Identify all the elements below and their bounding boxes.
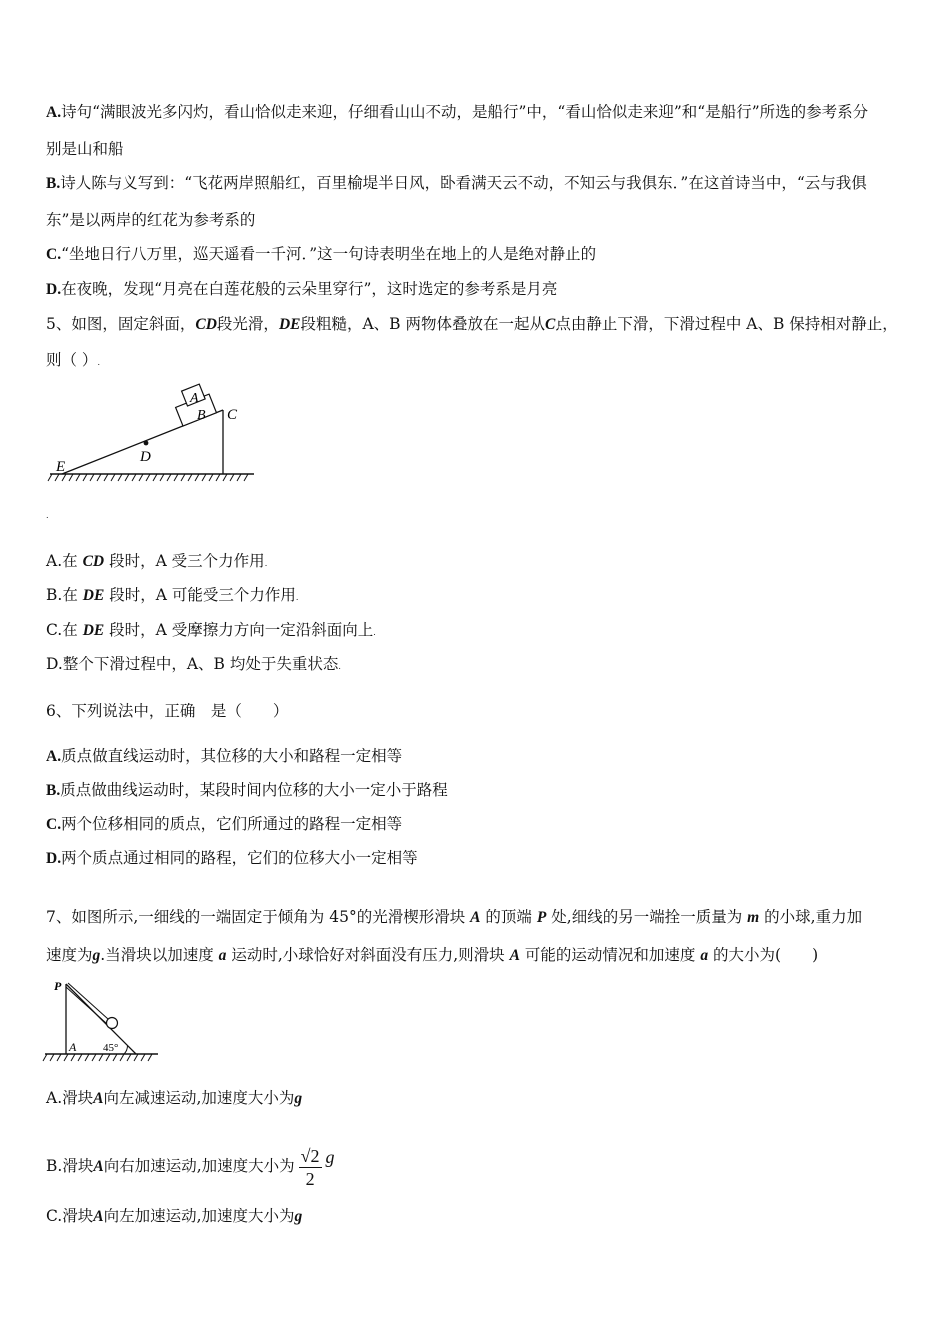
option-text: 滑块 [62, 1207, 94, 1225]
q7-stem-part: 运动时,小球恰好对斜面没有压力,则滑块 [231, 946, 505, 964]
q4-option-b-line1 [46, 173, 867, 194]
var-a-block: A [470, 909, 481, 926]
q5-option-b: B.在 DE 段时，A 可能受三个力作用. [46, 586, 299, 604]
q5-stem-part: 段光滑， [216, 315, 279, 333]
option-text: 两个质点通过相同的路程，它们的位移大小一定相等 [61, 849, 418, 867]
var-a: a [218, 947, 227, 964]
q4-option-a-line1 [46, 102, 868, 123]
q7-stem-part: 的大小为( ) [713, 946, 819, 964]
segment-label: DE [278, 316, 301, 333]
option-text: 在夜晚，发现“月亮在白莲花般的云朵里穿行”，这时选定的参考系是月亮 [61, 280, 558, 298]
var-a-block: A [93, 1208, 104, 1225]
option-text: 段时，A 可能受三个力作用 [109, 586, 296, 604]
q6-option-a [46, 746, 402, 767]
q7-stem-line2 [46, 945, 818, 966]
var-m: m [747, 909, 760, 926]
label-e: E [56, 459, 66, 475]
option-text: 诗人陈与义写到：“飞花两岸照船红，百里榆堤半日风，卧看满天云不动，不知云与我俱东．”在这首诗当中，“云与我俱 [60, 174, 867, 192]
option-letter: D. [46, 850, 62, 867]
option-letter: C. [46, 246, 62, 263]
label-d: D [140, 449, 151, 465]
string [66, 987, 106, 1023]
var-g: g [92, 947, 101, 964]
option-letter: A. [46, 748, 62, 765]
q5-stem-part: 5、如图，固定斜面， [46, 315, 196, 333]
point-d-dot [144, 441, 149, 446]
q7-wedge-figure [40, 972, 165, 1064]
option-text: 在 [62, 621, 78, 639]
angle-arc [124, 1046, 128, 1055]
label-p: P [54, 979, 62, 993]
option-letter: B. [46, 782, 61, 799]
option-letter: C. [46, 621, 63, 639]
option-text: 在 [62, 552, 78, 570]
q5-stem-line2: 则（ ）. [46, 351, 100, 369]
option-letter: B. [46, 1157, 63, 1175]
var-g: g [294, 1208, 303, 1225]
option-letter: A. [46, 552, 63, 570]
var-g: g [325, 1147, 335, 1167]
var-p: P [536, 909, 547, 926]
label-a: A [190, 391, 199, 406]
option-letter: A. [46, 1089, 63, 1107]
option-text: 两个位移相同的质点，它们所通过的路程一定相等 [61, 815, 403, 833]
q5-stem-part: 点由静止下滑，下滑过程中 A、B 保持相对静止， [555, 315, 898, 333]
option-letter: D. [46, 655, 63, 673]
fraction-numerator: √2 [300, 1145, 320, 1166]
var-a-block: A [93, 1090, 104, 1107]
option-text: 滑块 [62, 1157, 94, 1175]
point-label: C [545, 316, 556, 333]
var-g: g [294, 1090, 303, 1107]
ground-hatch [48, 474, 248, 481]
q5-option-c: C.在 DE 段时，A 受摩擦力方向一定沿斜面向上. [46, 621, 376, 639]
option-letter: D. [46, 281, 62, 298]
q7-option-b [46, 1132, 335, 1189]
string [68, 983, 108, 1019]
q7-stem-part: 的顶端 [485, 908, 532, 926]
q4-option-d [46, 279, 557, 300]
option-text: 滑块 [62, 1089, 94, 1107]
option-text: 段时，A 受摩擦力方向一定沿斜面向上 [109, 621, 374, 639]
q7-stem-part: 处,细线的另一端拴一质量为 [551, 908, 743, 926]
q4-option-c [46, 244, 596, 265]
label-b: B [197, 408, 206, 423]
option-text: 整个下滑过程中，A、B 均处于失重状态 [62, 655, 339, 673]
var-a-block: A [93, 1158, 104, 1175]
option-text: 向左加速运动,加速度大小为 [103, 1207, 295, 1225]
option-text: 向右加速运动,加速度大小为 [103, 1157, 295, 1175]
q5-option-d: D.整个下滑过程中，A、B 均处于失重状态. [46, 655, 341, 673]
option-text: 在 [62, 586, 78, 604]
option-letter: C. [46, 816, 62, 833]
label-c: C [227, 407, 238, 423]
q7-stem-part: 可能的运动情况和加速度 [524, 946, 696, 964]
q4-option-a-line2: 别是山和船 [46, 140, 124, 158]
q6-option-b [46, 780, 448, 801]
q5-stem-part: 段粗糙，A、B 两物体叠放在一起从 [300, 315, 545, 333]
var-a-block: A [509, 947, 520, 964]
option-letter: C. [46, 1207, 63, 1225]
segment-label: DE [82, 622, 105, 639]
fraction-denominator: 2 [305, 1168, 315, 1189]
segment-label: CD [82, 553, 105, 570]
option-text: 段时，A 受三个力作用 [109, 552, 265, 570]
label-angle: 45° [103, 1042, 119, 1054]
q7-stem-line1 [46, 907, 862, 928]
option-text: “坐地日行八万里，巡天遥看一千河．”这一句诗表明坐在地上的人是绝对静止的 [61, 245, 597, 263]
q4-option-b-line2: 东”是以两岸的红花为参考系的 [46, 211, 256, 229]
q5-stem-line1 [46, 314, 898, 335]
q7-stem-part: 7、如图所示,一细线的一端固定于倾角为 45°的光滑楔形滑块 [46, 908, 466, 926]
option-text: 向左减速运动,加速度大小为 [103, 1089, 295, 1107]
ball [107, 1018, 118, 1029]
stray-dot: . [46, 511, 49, 520]
q7-option-a [46, 1088, 302, 1109]
segment-label: CD [195, 316, 217, 333]
q7-stem-part: 的小球,重力加 [764, 908, 863, 926]
q5-incline-figure [40, 380, 270, 490]
var-a: a [700, 947, 709, 964]
q7-stem-part: .当滑块以加速度 [100, 946, 214, 964]
option-letter: B. [46, 175, 61, 192]
q7-option-c [46, 1206, 302, 1227]
q7-stem-part: 速度为 [46, 946, 93, 964]
option-letter: B. [46, 586, 63, 604]
ground-hatch [43, 1054, 152, 1061]
fraction [299, 1145, 322, 1190]
q6-option-d [46, 848, 418, 869]
q6-option-c [46, 814, 402, 835]
option-text: 质点做曲线运动时，某段时间内位移的大小一定小于路程 [60, 781, 448, 799]
q5-option-a: A.在 CD 段时，A 受三个力作用. [46, 552, 268, 570]
option-letter: A. [46, 104, 62, 121]
segment-label: DE [82, 587, 105, 604]
q6-stem: 6、下列说法中，正确 是（ ） [46, 702, 289, 720]
q5-stem-part: 则（ ） [46, 351, 98, 369]
option-text: 诗句“满眼波光多闪灼，看山恰似走来迎，仔细看山山不动，是船行”中，“看山恰似走来迎”和“是船行”所选的参考系分 [61, 103, 869, 121]
option-text: 质点做直线运动时，其位移的大小和路程一定相等 [61, 747, 403, 765]
label-a: A [69, 1040, 77, 1054]
